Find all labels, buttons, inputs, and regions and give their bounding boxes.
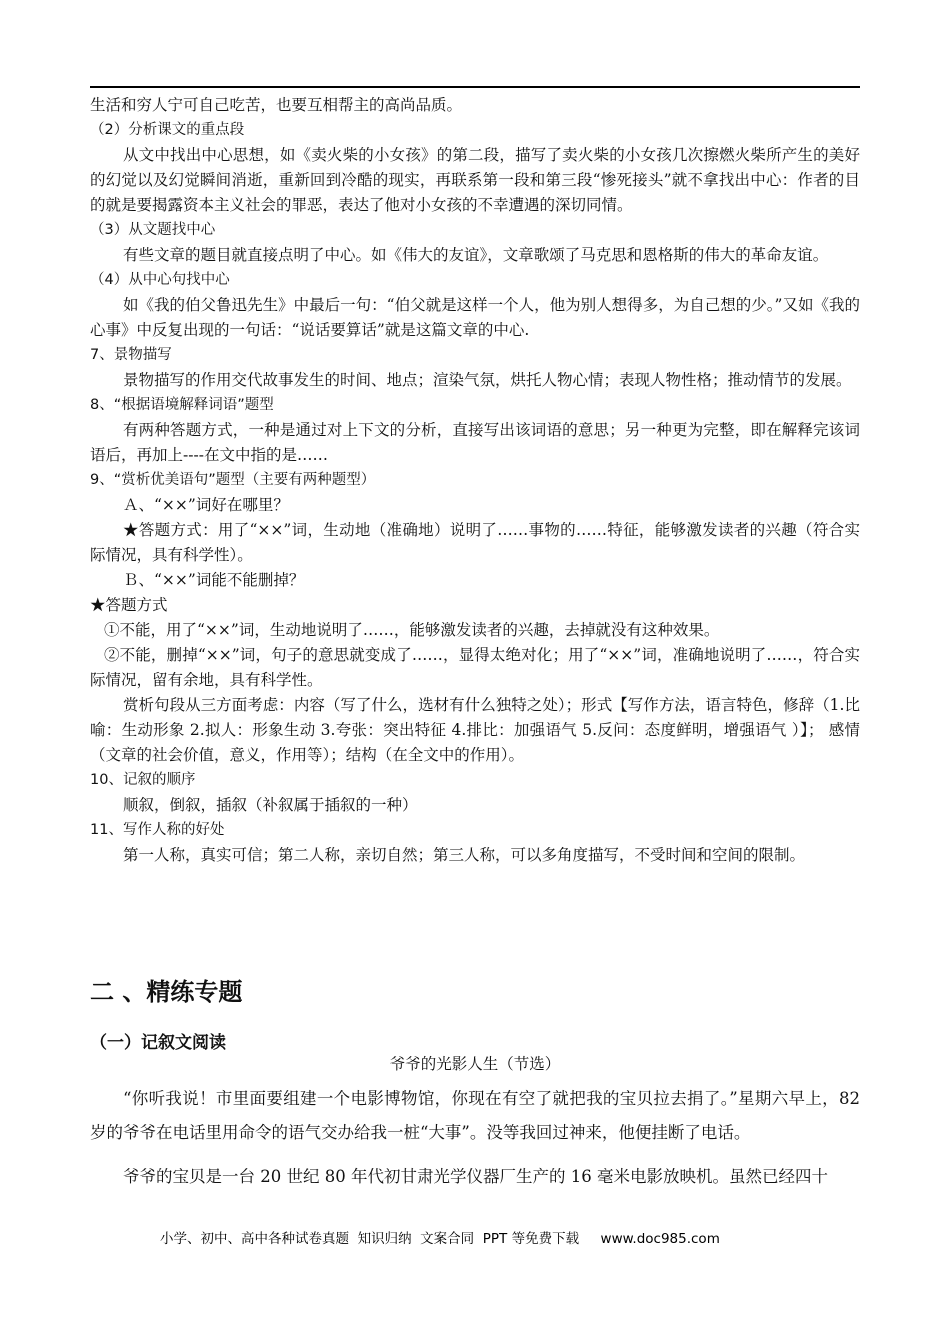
story-title: 爷爷的光影人生（节选） [389, 1055, 561, 1073]
story-paragraph: 爷爷的宝贝是一台 20 世纪 80 年代初甘肃光学仪器厂生产的 16 毫米电影放映机。虽然已经四十 [123, 1167, 828, 1186]
heading-line: 8、“根据语境解释词语”题型 [90, 397, 274, 413]
page-footer: 小学、初中、高中各种试卷真题 知识归纳 文案合同 PPT 等免费下载 www.doc985.com [160, 1231, 720, 1247]
story-paragraph: “你听我说！市里面要组建一个电影博物馆，你现在有空了就把我的宝贝拉去捐了。”星期六早上，82 岁的爷爷在电话里用命令的语气交办给我一桩“大事”。没等我回过神来，他便挂断了电话。 [90, 1089, 860, 1142]
heading-line: 9、“赏析优美语句”题型（主要有两种题型） [90, 472, 376, 488]
paragraph: 有些文章的题目就直接点明了中心。如《伟大的友谊》，文章歌颂了马克思和恩格斯的伟大的革命友谊。 [123, 246, 829, 264]
notes-body [90, 93, 860, 868]
heading-line: 11、写作人称的好处 [90, 822, 225, 838]
heading-line: 7、景物描写 [90, 347, 172, 363]
heading-line: （3）从文题找中心 [90, 222, 216, 238]
paragraph: 第一人称，真实可信；第二人称，亲切自然；第三人称，可以多角度描写，不受时间和空间的限制。 [123, 846, 806, 864]
answer-method-heading: ★答题方式 [90, 596, 168, 614]
paragraph: 从文中找出中心思想，如《卖火柴的小女孩》的第二段，描写了卖火柴的小女孩几次擦燃火柴所产生的美好的幻觉以及幻觉瞬间消逝，重新回到冷酷的现实，再联系第一段和第三段“惨死接头”就不拿找出中心：作者的目的就是要揭露资本主义社会的罪恶，表达了他对小女孩的不幸遭遇的深切同情。 [90, 146, 860, 214]
paragraph: 有两种答题方式，一种是通过对上下文的分析，直接写出该词语的意思；另一种更为完整，即在解释完该词语后，再加上----在文中指的是…… [90, 421, 860, 464]
subsection-title: （一）记叙文阅读 [90, 1033, 226, 1053]
paragraph: 景物描写的作用交代故事发生的时间、地点；渲染气氛，烘托人物心情；表现人物性格；推动情节的发展。 [123, 371, 852, 389]
answer-option-1: ①不能，用了“××”词，生动地说明了……，能够激发读者的兴趣，去掉就没有这种效果。 [104, 621, 720, 639]
story-body [90, 1082, 860, 1194]
answer-method-a: ★答题方式：用了“××”词，生动地（准确地）说明了……事物的……特征，能够激发读者的兴趣（符合实际情况，具有科学性）。 [90, 521, 860, 564]
header-rule [90, 86, 860, 88]
heading-line: （2）分析课文的重点段 [90, 122, 245, 138]
question-type-a: Ａ、“××”词好在哪里？ [123, 496, 289, 514]
heading-line: （4）从中心句找中心 [90, 272, 230, 288]
paragraph: 如《我的伯父鲁迅先生》中最后一句：“伯父就是这样一个人，他为别人想得多，为自己想的少。”又如《我的心事》中反复出现的一句话：“说话要算话”就是这篇文章的中心. [90, 296, 860, 339]
text-line: 生活和穷人宁可自己吃苦，也要互相帮主的高尚品质。 [90, 96, 463, 114]
paragraph: 顺叙，倒叙，插叙（补叙属于插叙的一种） [123, 796, 418, 814]
question-type-b: Ｂ、“××”词能不能删掉？ [123, 571, 305, 589]
answer-option-2: ②不能，删掉“××”词，句子的意思就变成了……，显得太绝对化；用了“××”词，准确地说明了……，符合实际情况，留有余地，具有科学性。 [90, 646, 860, 689]
section-title: 二 、精练专题 [90, 978, 243, 1006]
heading-line: 10、记叙的顺序 [90, 772, 196, 788]
paragraph: 赏析句段从三方面考虑：内容（写了什么，选材有什么独特之处）；形式【写作方法，语言特色，修辞（1.比喻：生动形象 2.拟人：形象生动 3.夸张：突出特征 4.排比：加强语气 5.反问：态度鲜明，增强语气 ）】； 感情（文章的社会价值，意义，作用等）；结构（在全文中的作用）。 [90, 696, 860, 764]
